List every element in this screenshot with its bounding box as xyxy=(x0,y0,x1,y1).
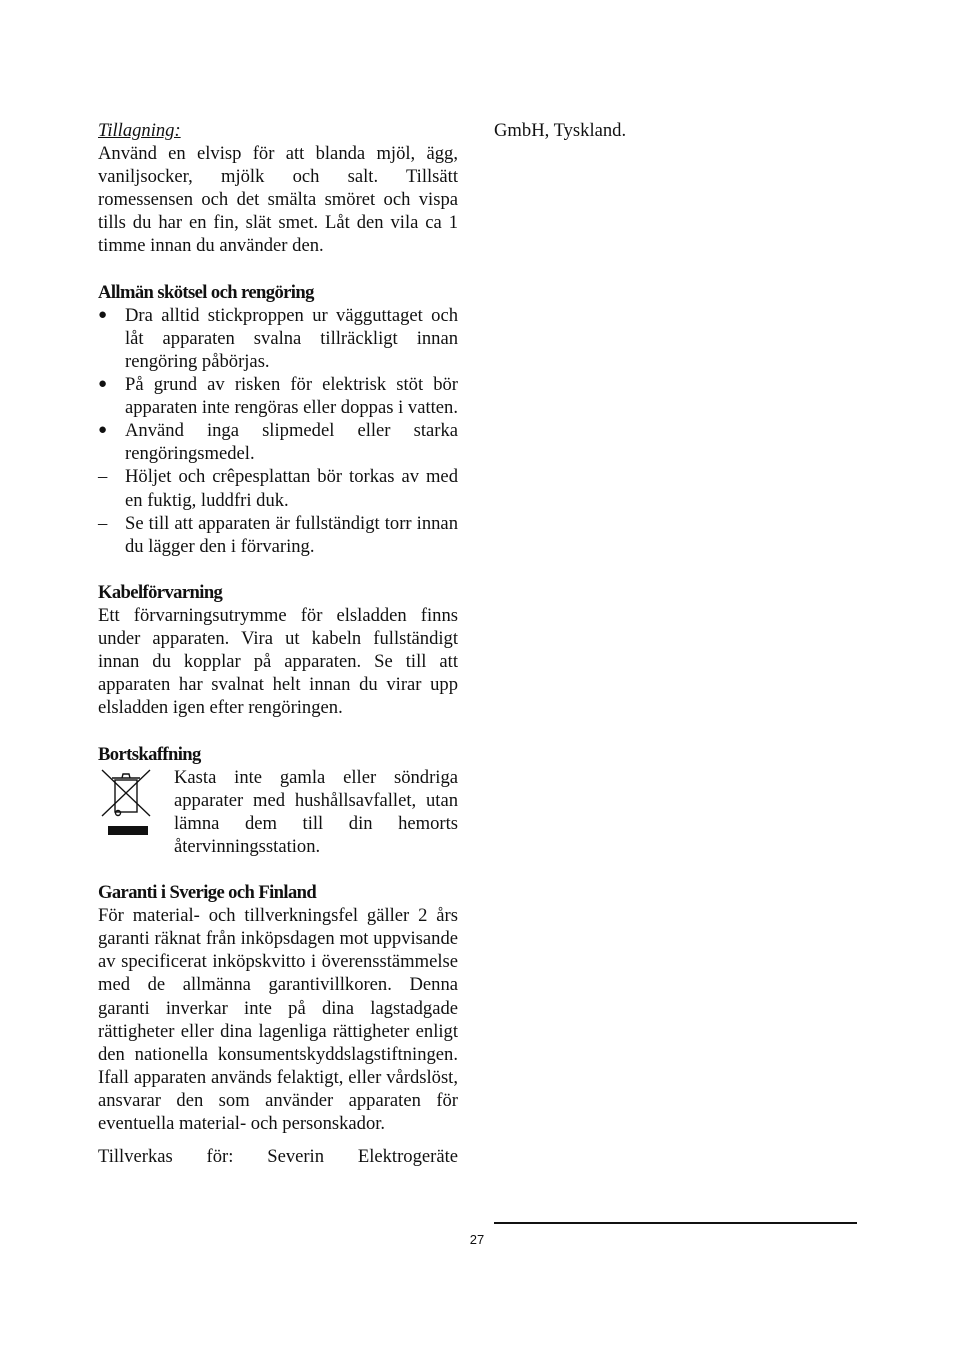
page-number: 27 xyxy=(469,1232,485,1247)
dash-icon: – xyxy=(98,466,108,488)
manufacturer-continuation: GmbH, Tyskland. xyxy=(494,120,627,141)
bullet-icon: ● xyxy=(98,306,108,323)
care-list-item: – Se till att apparaten är fullständigt torr innan du lägger den i förvaring. xyxy=(98,512,458,557)
crossed-out-wheelie-bin-icon xyxy=(98,766,156,846)
care-list xyxy=(98,304,458,558)
disposal-text: Kasta inte gamla eller söndriga apparater med hushållsavfallet, utan lämna dem till din hemorts återvinningsstation. xyxy=(174,766,458,857)
warranty-heading: Garanti i Sverige och Finland xyxy=(98,882,317,904)
left-column xyxy=(98,119,458,1168)
dash-icon: – xyxy=(98,512,108,534)
bullet-icon: ● xyxy=(98,376,108,393)
warranty-text: För material- och tillverkningsfel gäller 2 års garanti räknat från inköpsdagen mot uppvisande av specificerat inköpskvitto i överensstämmelse med de allmänna garantivillkoren. Denna garanti inverkar inte på dina lagstadgade rättigheter eller dina lagenliga rättigheter enligt den nationella konsumentskyddslagstiftningen. Ifall apparaten används felaktigt, eller vårdslöst, ansvarar den som använder apparaten för eventuella material- och personskador. xyxy=(98,905,458,1135)
preparation-subheading: Tillagning: xyxy=(98,120,181,141)
cable-heading: Kabelförvarning xyxy=(98,581,223,603)
bullet-icon: ● xyxy=(98,422,108,439)
right-column xyxy=(494,119,856,142)
preparation-text: Använd en elvisp för att blanda mjöl, ägg, vaniljsocker, mjölk och salt. Tillsätt romessensen och det smälta smöret och vispa tills du har en fin, slät smet. Låt den vila ca 1 timme innan du använder den. xyxy=(98,143,458,257)
disposal-heading: Bortskaffning xyxy=(98,743,201,765)
care-list-item: ● Använd inga slipmedel eller starka rengöringsmedel. xyxy=(98,420,458,465)
manufacturer-line: Tillverkas för: Severin Elektrogeräte xyxy=(98,1146,458,1168)
disposal-block xyxy=(98,766,458,858)
care-heading: Allmän skötsel och rengöring xyxy=(98,281,314,303)
care-list-item: ● Dra alltid stickproppen ur vägguttaget och låt apparaten svalna tillräckligt innan rengöring påbörjas. xyxy=(98,304,458,372)
care-list-item: ● På grund av risken för elektrisk stöt bör apparaten inte rengöras eller doppas i vatten. xyxy=(98,374,458,419)
footer-divider xyxy=(494,1222,857,1224)
cable-text: Ett förvarningsutrymme för elsladden finns under apparaten. Vira ut kabeln fullständigt innan du kopplar på apparaten. Se till att apparaten har svalnat helt innan du virar upp elsladden igen efter rengöringen. xyxy=(98,604,458,719)
care-list-item: – Höljet och crêpesplattan bör torkas av med en fuktig, luddfri duk. xyxy=(98,466,458,511)
